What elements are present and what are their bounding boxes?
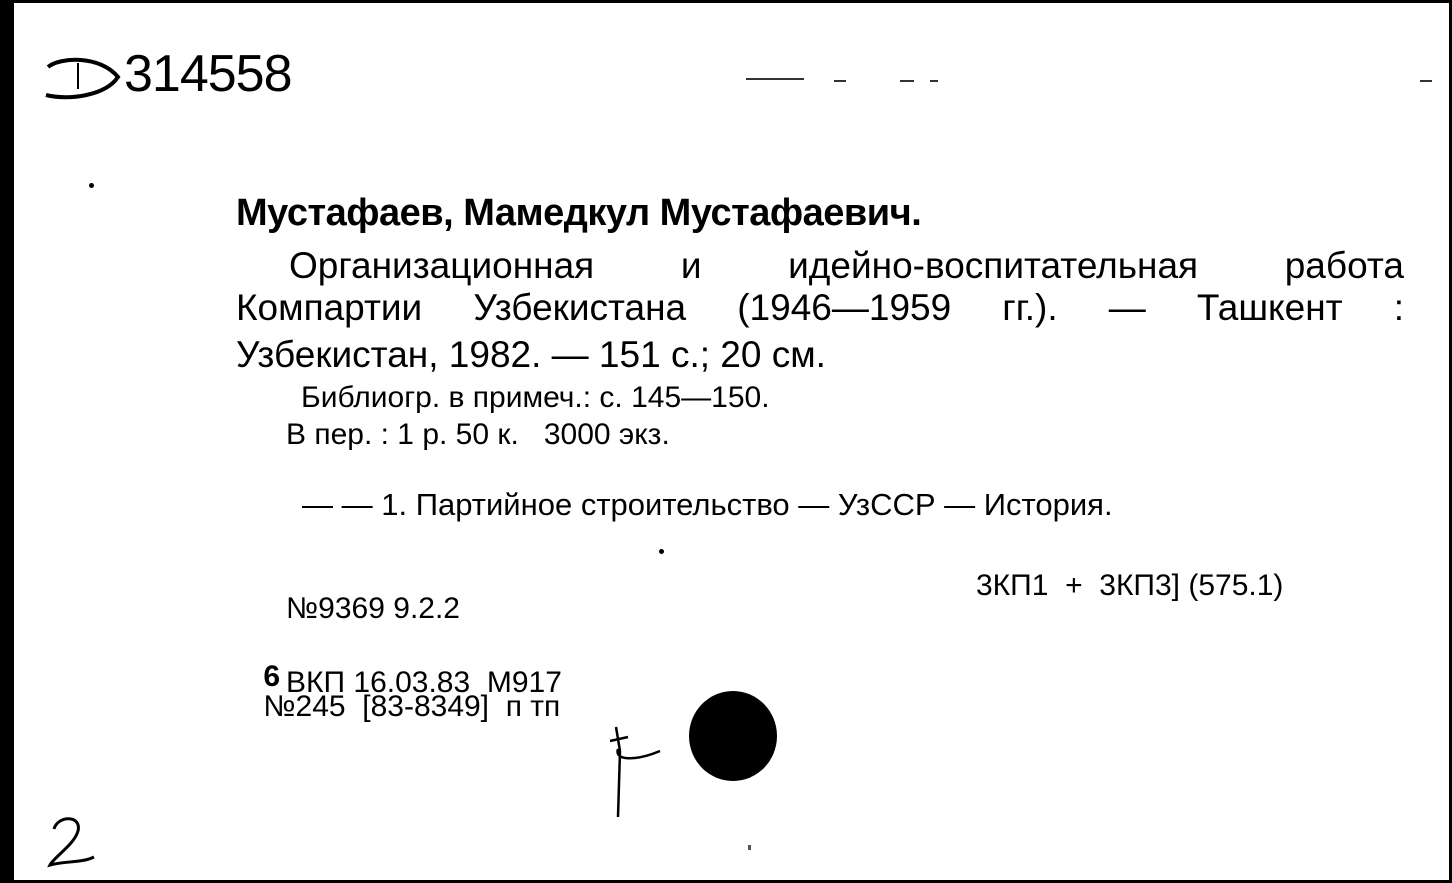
order-prefix: 6 [263, 660, 281, 693]
handwritten-check [606, 721, 666, 821]
speck [659, 549, 664, 554]
title-word: Организационная [289, 245, 595, 286]
title-word: (1946—1959 [737, 287, 952, 328]
author-heading: Мустафаев, Мамедкул Мустафаевич. [236, 192, 922, 234]
classification-index: 3КП1 + 3КП3] (575.1) [976, 569, 1284, 602]
handwritten-number [44, 811, 100, 871]
title-word: идейно-воспитательная [788, 245, 1199, 286]
record-number: №9369 9.2.2 [286, 592, 460, 625]
catalog-number: 314558 [124, 45, 292, 103]
title-word: : [1393, 287, 1404, 328]
title-word: — [1108, 287, 1146, 328]
title-word: Ташкент [1196, 287, 1343, 328]
punch-hole [689, 691, 777, 781]
order-details: №245 [83-8349] п тп [263, 690, 561, 723]
title-word: и [680, 245, 702, 286]
stamp-d-mark [40, 55, 130, 105]
title-word: гг.). [1002, 287, 1058, 328]
top-dashes [744, 73, 1434, 87]
title-line-2 [236, 289, 1404, 326]
vkp-line: ВКП 16.03.83 М917 [286, 666, 562, 699]
bibliography-note: Библиогр. в примеч.: с. 145—150. [301, 381, 770, 414]
title-word: Компартии [236, 287, 423, 328]
speck [89, 183, 94, 188]
price-note: В пер. : 1 р. 50 к. 3000 экз. [286, 418, 670, 451]
imprint-line: Узбекистан, 1982. — 151 с.; 20 см. [236, 334, 826, 375]
title-word: Узбекистана [473, 287, 687, 328]
title-word: работа [1284, 245, 1404, 286]
subject-heading: — — 1. Партийное строительство — УзССР — История. [302, 487, 1113, 522]
title-line-1 [289, 247, 1404, 284]
speck [748, 845, 751, 850]
